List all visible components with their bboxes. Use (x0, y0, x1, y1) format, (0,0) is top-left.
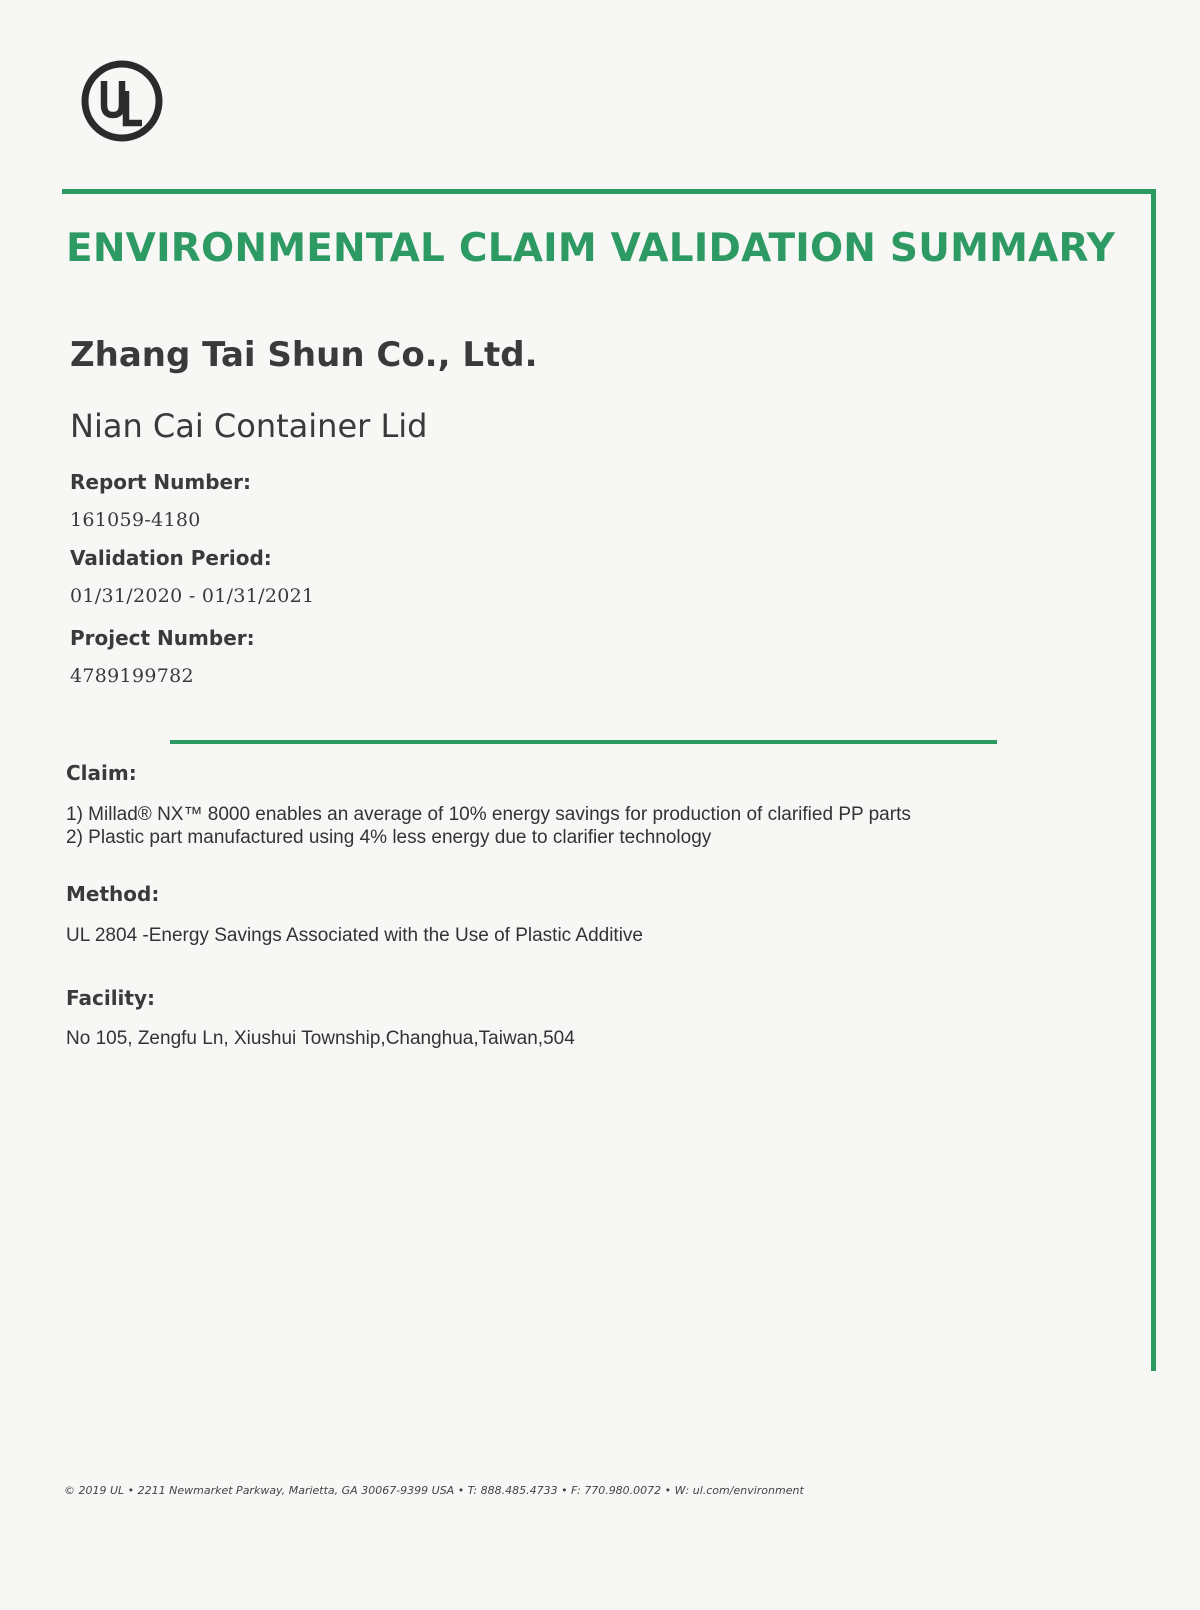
project-number-value: 4789199782 (70, 665, 194, 687)
facility-text: No 105, Zengfu Ln, Xiushui Township,Changhua,Taiwan,504 (66, 1028, 575, 1049)
claim-line-2: 2) Plastic part manufactured using 4% less energy due to clarifier technology (66, 827, 712, 848)
product-name: Nian Cai Container Lid (70, 407, 428, 445)
project-number-label: Project Number: (70, 626, 255, 650)
company-name: Zhang Tai Shun Co., Ltd. (70, 335, 538, 375)
section-divider (170, 740, 997, 744)
ul-logo (80, 59, 164, 143)
footer-contact: © 2019 UL • 2211 Newmarket Parkway, Marietta, GA 30067-9399 USA • T: 888.485.4733 • F: 770.980.0072 • W: ul.com/environment (64, 1484, 804, 1497)
frame-right-border (1151, 189, 1156, 1371)
validation-period-label: Validation Period: (70, 546, 272, 570)
validation-period-value: 01/31/2020 - 01/31/2021 (70, 585, 315, 607)
report-number-label: Report Number: (70, 470, 251, 494)
method-label: Method: (66, 882, 160, 906)
claim-label: Claim: (66, 761, 137, 785)
report-number-value: 161059-4180 (70, 509, 201, 531)
method-text: UL 2804 -Energy Savings Associated with the Use of Plastic Additive (66, 925, 643, 946)
claim-line-1: 1) Millad® NX™ 8000 enables an average of 10% energy savings for production of clarified PP parts (66, 804, 911, 825)
document-title: ENVIRONMENTAL CLAIM VALIDATION SUMMARY (66, 226, 1116, 271)
facility-label: Facility: (66, 986, 156, 1010)
frame-top-border (62, 189, 1156, 194)
